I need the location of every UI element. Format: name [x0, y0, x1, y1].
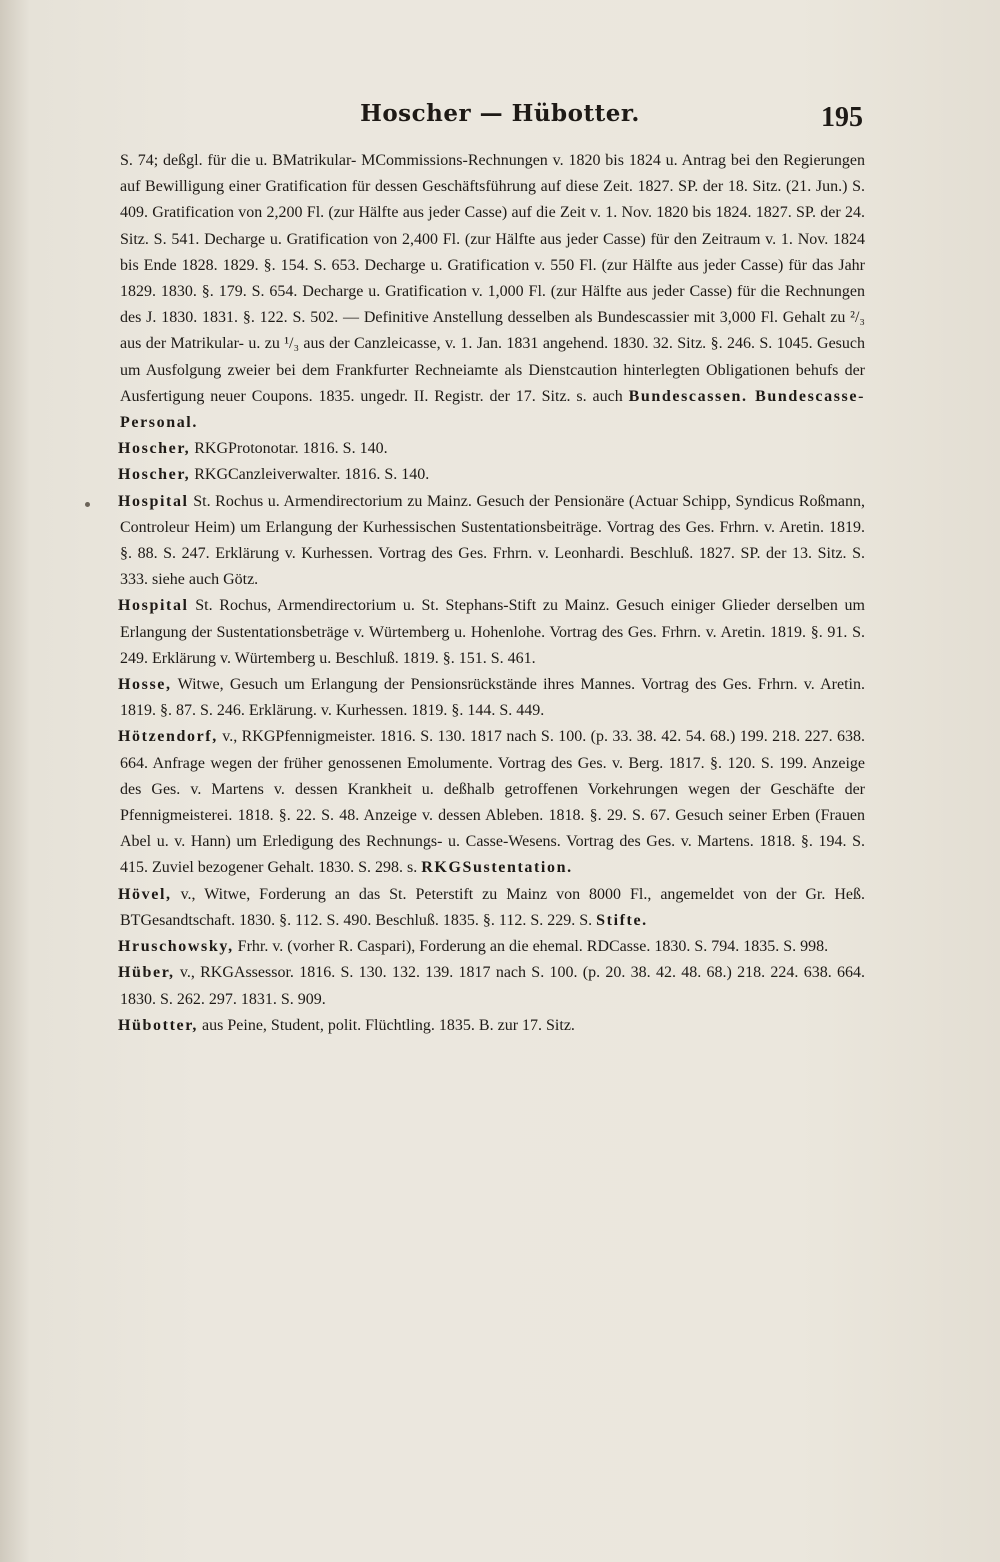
entry-text: RKGProtonotar. 1816. S. 140. — [194, 440, 388, 458]
page-number: 195 — [821, 102, 863, 133]
entry-headword: Hüber, — [118, 964, 175, 982]
entry-text: v., RKGPfennigmeister. 1816. S. 130. 1817 nach S. 100. (p. 33. 38. 42. 54. 68.) 199. 218. 227. 638. 664. Anfrage wegen der früher genossenen Emolumente. Vortrag des Ges. v. Berg. 1817. §. 120. S. 199. Anzeige des Ges. v. Martens v. dessen Krankheit u. deßhalb getroffenen Vorkehrungen wegen der Geschäfte der Pfennigmeisterei. 1818. §. 22. S. 48. Anzeige v. dessen Ableben. 1818. §. 29. S. 67. Gesuch seiner Erben (Frauen Abel u. v. Hann) um Erledigung des Rechnungs- u. Casse-Wesens. Vortrag des Ges. v. Martens. 1818. §. 194. S. 415. Zuviel bezogener Gehalt. 1830. S. 298. s. — [120, 728, 866, 877]
margin-mark — [85, 502, 90, 507]
index-entry — [120, 1013, 865, 1039]
entry-text: aus Peine, Student, polit. Flüchtling. 1835. B. zur 17. Sitz. — [202, 1016, 575, 1034]
entry-text: v., RKGAssessor. 1816. S. 130. 132. 139. 1817 nach S. 100. (p. 20. 38. 42. 48. 68.) 218. 224. 638. 664. 1830. S. 262. 297. 1831. S. 909. — [120, 964, 866, 1008]
index-entry — [120, 489, 865, 594]
entry-crossref: Bundescassen. Bundescasse-Personal. — [120, 387, 866, 432]
entry-text: Witwe, Gesuch um Erlangung der Pensionsrückstände ihres Mannes. Vortrag des Ges. Frhrn. v. Aretin. 1819. §. 87. S. 246. Erklärung. v. Kurhessen. 1819. §. 144. S. 449. — [120, 676, 865, 720]
entry-headword: Hoscher, — [118, 466, 191, 484]
index-entry — [120, 593, 865, 672]
entry-text: RKGCanzleiverwalter. 1816. S. 140. — [194, 466, 430, 484]
entry-crossref: RKGSustentation. — [421, 859, 573, 877]
index-entry — [120, 672, 865, 724]
entry-headword: Hospital — [118, 492, 189, 510]
entry-headword: Hospital — [118, 597, 189, 615]
running-title: Hoscher — Hübotter. — [360, 100, 640, 127]
index-entry — [120, 960, 865, 1012]
entry-headword: Hövel, — [118, 885, 172, 903]
index-entry — [120, 436, 865, 462]
page-header — [0, 100, 1000, 144]
entry-text: St. Rochus u. Armendirectorium zu Mainz. Gesuch der Pensionäre (Actuar Schipp, Syndicus Roßmann, Controleur Heim) um Erlangung der Kurhessischen Sustentationsbeiträge. Vortrag des Ges. Frhrn. v. Aretin. 1819. §. 88. S. 247. Erklärung v. Kurhessen. Vortrag des Ges. Frhrn. v. Leonhardi. Beschluß. 1827. SP. der 13. Sitz. S. 333. siehe auch Götz. — [120, 492, 865, 589]
index-entries — [120, 148, 865, 1039]
index-entry — [120, 462, 865, 488]
entry-headword: Hruschowsky, — [118, 938, 234, 956]
entry-text: S. 74; deßgl. für die u. BMatrikular- MCommissions-Rechnungen v. 1820 bis 1824 u. Antrag bei den Regierungen auf Bewilligung einer Gratification für dessen Geschäftsführung auf diese Zeit. 1827. SP. der 18. Sitz. (21. Jun.) S. 409. Gratification von 2,200 Fl. (zur Hälfte aus jeder Casse) auf die Zeit v. 1. Nov. 1820 bis 1824. 1827. SP. der 24. Sitz. S. 541. Decharge u. Gratification von 2,400 Fl. (zur Hälfte aus jeder Casse) für den Zeitraum v. 1. Nov. 1824 bis Ende 1828. 1829. §. 154. S. 653. Decharge u. Gratification v. 550 Fl. (zur Hälfte aus jeder Casse) für das Jahr 1829. 1830. §. 179. S. 654. Decharge u. Gratification v. 1,000 Fl. (zur Hälfte aus jeder Casse) für die Rechnungen des J. 1830. 1831. §. 122. S. 502. — Definitive Anstellung desselben als Bundescassier mit 3,000 Fl. Gehalt zu ²/₃ aus der Matrikular- u. zu ¹/₃ aus der Canzleicasse, v. 1. Jan. 1831 angehend. 1830. 32. Sitz. §. 246. S. 1045. Gesuch um Ausfolgung zweier bei dem Frankfurter Rechneiamte als Dienstcaution hinterlegten Obligationen behufs der Ausfertigung neuer Coupons. 1835. ungedr. II. Registr. der 17. Sitz. s. auch — [120, 152, 865, 405]
index-entry — [120, 882, 865, 934]
entry-crossref: Stifte. — [596, 911, 648, 929]
entry-headword: Hosse, — [118, 676, 172, 694]
entry-headword: Hübotter, — [118, 1016, 199, 1034]
index-entry — [120, 724, 865, 881]
entry-text: St. Rochus, Armendirectorium u. St. Stephans-Stift zu Mainz. Gesuch einiger Glieder derselben um Erlangung der Sustentationsbeträge v. Würtemberg u. Hohenlohe. Vortrag des Ges. Frhrn. v. Aretin. 1819. §. 91. S. 249. Erklärung v. Würtemberg u. Beschluß. 1819. §. 151. S. 461. — [120, 597, 866, 667]
index-entry-continued — [120, 148, 865, 436]
entry-text: Frhr. v. (vorher R. Caspari), Forderung an die ehemal. RDCasse. 1830. S. 794. 1835. S. 998. — [237, 938, 829, 956]
entry-text: v., Witwe, Forderung an das St. Peterstift zu Mainz von 8000 Fl., angemeldet von der Gr. Heß. BTGesandtschaft. 1830. §. 112. S. 490. Beschluß. 1835. §. 112. S. 229. S. — [120, 885, 865, 929]
index-entry — [120, 934, 865, 960]
entry-headword: Hötzendorf, — [118, 728, 218, 746]
entry-headword: Hoscher, — [118, 440, 191, 458]
